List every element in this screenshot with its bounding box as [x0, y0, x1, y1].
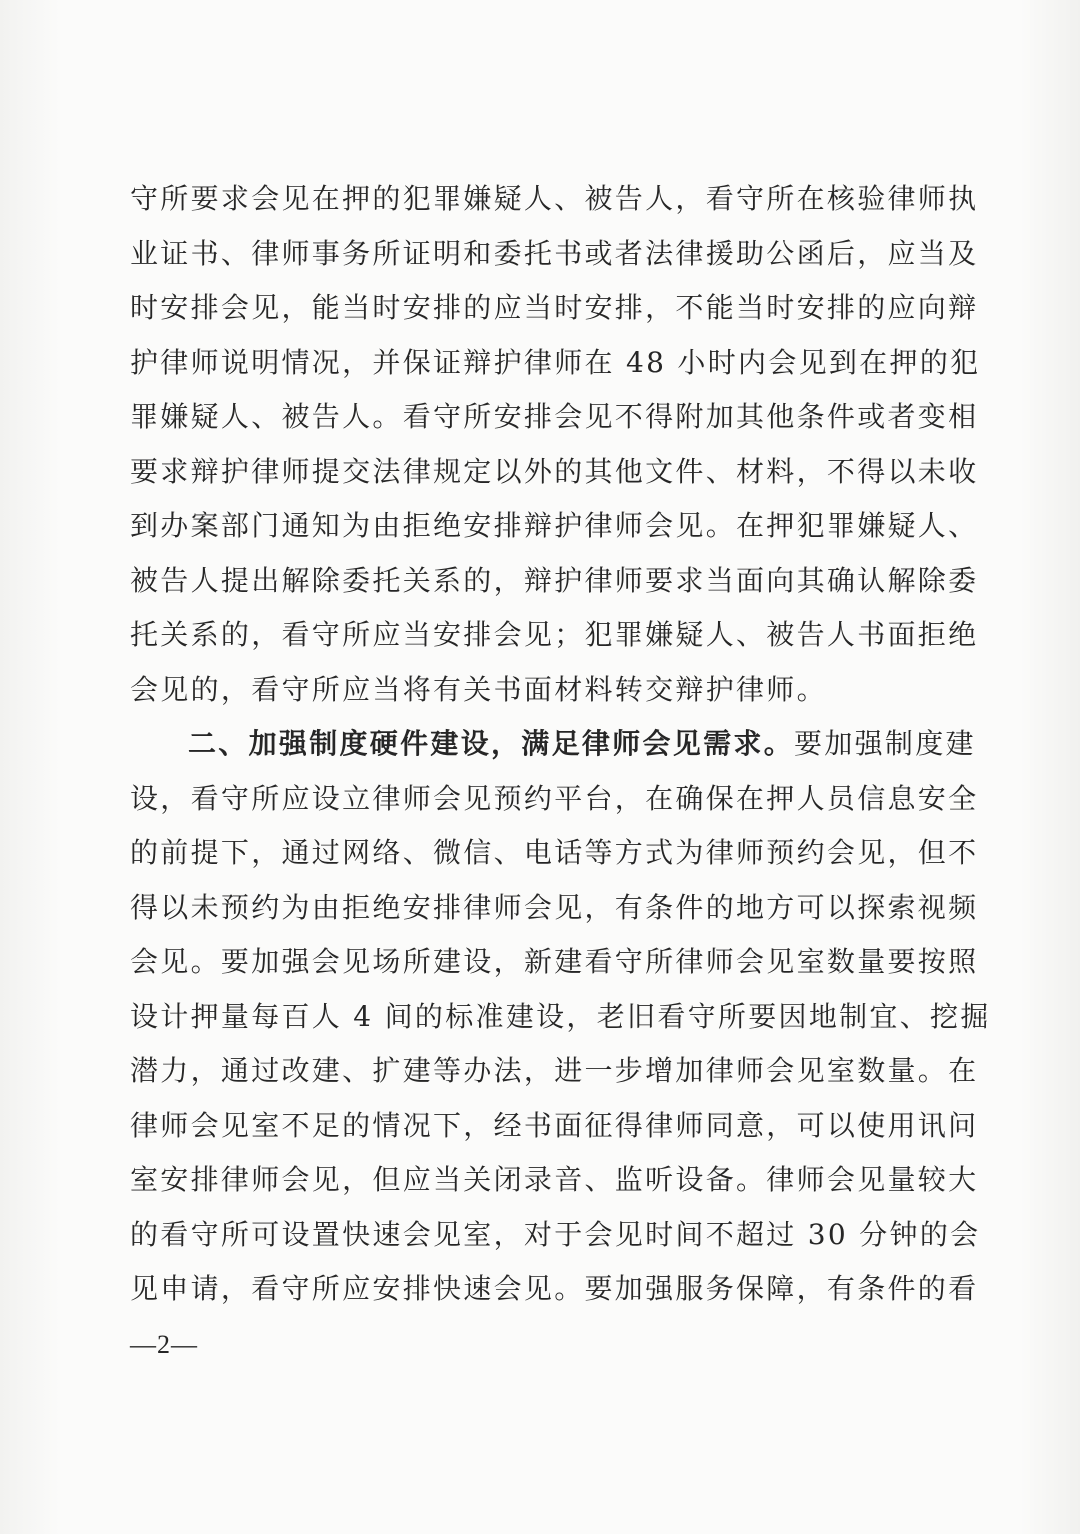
- text-line: 要求辩护律师提交法律规定以外的其他文件、材料，不得以未收: [130, 454, 979, 488]
- text-line: 的前提下，通过网络、微信、电话等方式为律师预约会见，但不: [130, 836, 979, 869]
- text-line: 护律师说明情况，并保证辩护律师在 48 小时内会见到在押的犯: [130, 345, 981, 379]
- text-line: 潜力，通过改建、扩建等办法，进一步增加律师会见室数量。在: [130, 1054, 979, 1087]
- section-first-line-text: 要加强制度建: [794, 727, 976, 760]
- section-heading: 二、加强制度硬件建设，满足律师会见需求。: [188, 727, 795, 760]
- text-line: 设计押量每百人 4 间的标准建设，老旧看守所要因地制宜、挖掘: [130, 999, 991, 1033]
- text-line: 时安排会见，能当时安排的应当时安排，不能当时安排的应向辩: [130, 291, 979, 324]
- text-line: 会见。要加强会见场所建设，新建看守所律师会见室数量要按照: [130, 945, 979, 978]
- text-line: 守所要求会见在押的犯罪嫌疑人、被告人，看守所在核验律师执: [130, 182, 979, 215]
- text-line: 得以未预约为由拒绝安排律师会见，有条件的地方可以探索视频: [130, 890, 979, 924]
- text-line: 律师会见室不足的情况下，经书面征得律师同意，可以使用讯问: [130, 1108, 979, 1142]
- section-first-line: [130, 717, 976, 772]
- text-line: 业证书、律师事务所证明和委托书或者法律援助公函后，应当及: [130, 236, 979, 270]
- text-line: 罪嫌疑人、被告人。看守所安排会见不得附加其他条件或者变相: [130, 400, 979, 433]
- text-line: 会见的，看守所应当将有关书面材料转交辩护律师。: [130, 672, 827, 706]
- body-text: [130, 172, 991, 1317]
- text-line: 托关系的，看守所应当安排会见；犯罪嫌疑人、被告人书面拒绝: [130, 618, 979, 651]
- text-line: 见申请，看守所应安排快速会见。要加强服务保障，有条件的看: [130, 1272, 979, 1305]
- text-line: 到办案部门通知为由拒绝安排辩护律师会见。在押犯罪嫌疑人、: [130, 509, 979, 542]
- text-line: 设，看守所应设立律师会见预约平台，在确保在押人员信息安全: [130, 781, 979, 815]
- page-number: —2—: [130, 1330, 198, 1359]
- text-line: 的看守所可设置快速会见室，对于会见时间不超过 30 分钟的会: [130, 1217, 981, 1251]
- text-line: 室安排律师会见，但应当关闭录音、监听设备。律师会见量较大: [130, 1163, 979, 1196]
- text-line: 被告人提出解除委托关系的，辩护律师要求当面向其确认解除委: [130, 563, 979, 597]
